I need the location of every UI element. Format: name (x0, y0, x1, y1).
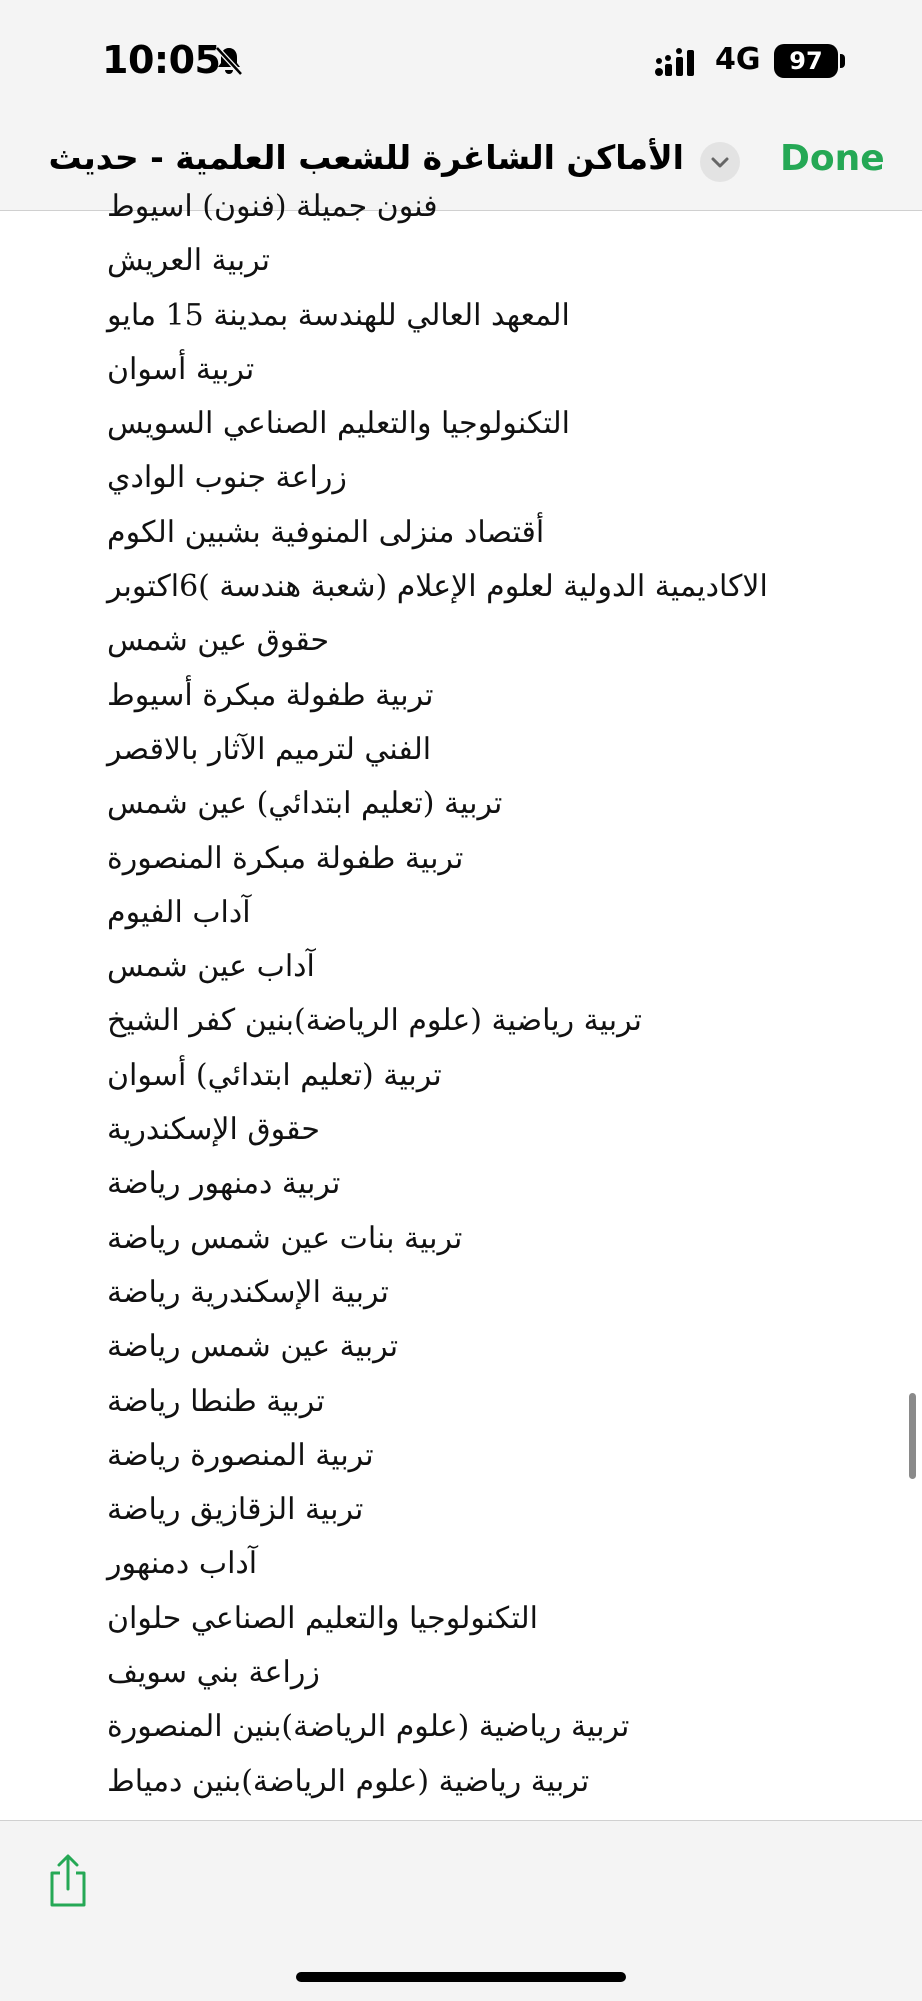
list-item: الفني لترميم الآثار بالاقصر (107, 731, 432, 767)
list-item: أقتصاد منزلى المنوفية بشبين الكوم (107, 514, 545, 550)
list-item: تربية دمنهور رياضة (107, 1166, 341, 1202)
scrollbar[interactable] (909, 1393, 916, 1479)
list-item: تربية (تعليم ابتدائي) أسوان (107, 1057, 442, 1093)
list-item: المعهد العالي للهندسة بمدينة 15 مايو (107, 297, 570, 333)
title-menu-button[interactable] (700, 142, 740, 182)
list-item: تربية الإسكندرية رياضة (107, 1274, 389, 1310)
list-item: آداب عين شمس (107, 949, 315, 985)
list-item: حقوق عين شمس (107, 623, 330, 659)
list-item: تربية طفولة مبكرة المنصورة (107, 840, 464, 876)
list-item: فنون جميلة (فنون) اسيوط (107, 189, 438, 224)
list-item: تربية المنصورة رياضة (107, 1437, 374, 1473)
list-item: التكنولوجيا والتعليم الصناعي السويس (107, 406, 570, 442)
chevron-down-icon (700, 142, 740, 182)
list-item: زراعة بني سويف (107, 1655, 320, 1691)
battery-nub (840, 54, 845, 68)
cellular-signal-icon (655, 47, 701, 77)
list-item: آداب الفيوم (107, 894, 251, 930)
page-title: الأماكن الشاغرة للشعب العلمية - حديث (48, 138, 684, 177)
status-time: 10:05 (102, 38, 221, 82)
battery-level: 97 (789, 47, 823, 75)
list-item: حقوق الإسكندرية (107, 1112, 320, 1148)
list-item: تربية العريش (107, 243, 271, 279)
bell-slash-icon (212, 44, 246, 78)
list-item: زراعة جنوب الوادي (107, 460, 347, 496)
list-item: آداب دمنهور (107, 1546, 258, 1582)
status-bar (0, 0, 922, 120)
list-item: تربية (تعليم ابتدائي) عين شمس (107, 786, 503, 822)
list-item: تربية طفولة مبكرة أسيوط (107, 677, 434, 713)
bottom-toolbar (0, 1820, 922, 2001)
list-item: تربية أسوان (107, 351, 255, 387)
list-item: تربية بنات عين شمس رياضة (107, 1220, 463, 1256)
list-item: تربية رياضية (علوم الرياضة)بنين المنصورة (107, 1709, 630, 1745)
list-item: تربية عين شمس رياضة (107, 1329, 399, 1365)
share-icon[interactable] (44, 1853, 92, 1909)
list-item: الاكاديمية الدولية لعلوم الإعلام (شعبة هندسة )6اكتوبر (107, 569, 768, 605)
list-item: تربية طنطا رياضة (107, 1383, 325, 1419)
list-item: تربية رياضية (علوم الرياضة)بنين كفر الشيخ (107, 1003, 643, 1039)
document-content[interactable] (0, 189, 922, 1820)
network-type: 4G (715, 42, 761, 77)
list-item: التكنولوجيا والتعليم الصناعي حلوان (107, 1600, 539, 1636)
battery-icon (774, 44, 838, 78)
home-indicator[interactable] (296, 1972, 626, 1982)
list-item: تربية رياضية (علوم الرياضة)بنين دمياط (107, 1763, 590, 1799)
vacancy-list (0, 180, 922, 1809)
list-item: تربية الزقازيق رياضة (107, 1492, 364, 1528)
done-button[interactable]: Done (780, 138, 885, 179)
